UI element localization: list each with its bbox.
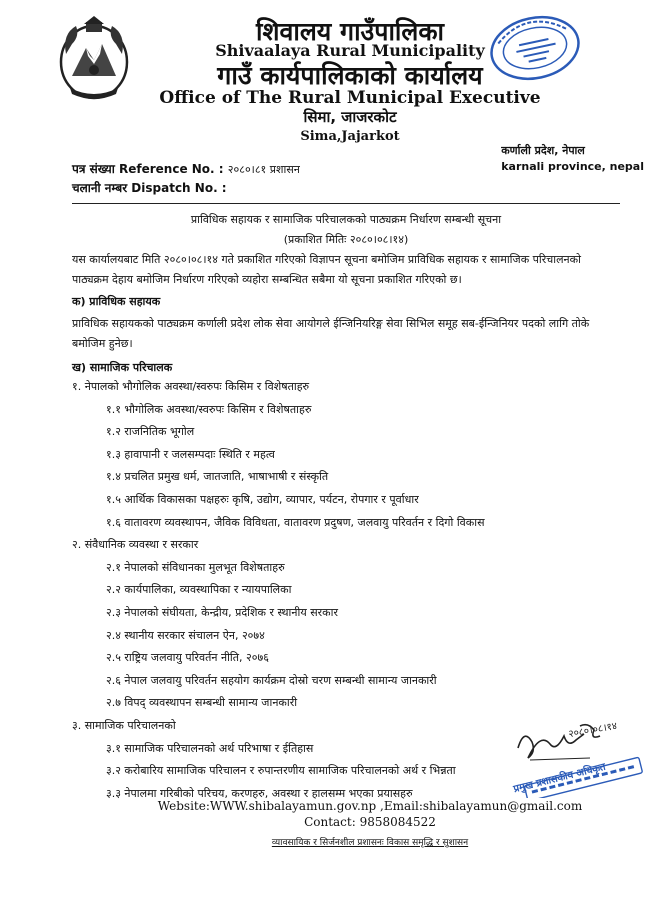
outline-section: ३. सामाजिक परिचालनको	[72, 719, 176, 732]
section-b-heading: ख) सामाजिक परिचालक	[72, 361, 173, 374]
outline-subitem: २.७ विपद् व्यवस्थापन सम्बन्धी सामान्य जानकारी	[106, 696, 298, 710]
notice-title: प्राविधिक सहायक र सामाजिक परिचालकको पाठ्यक्रम निर्धारण सम्बन्धी सूचना	[190, 213, 502, 226]
reference-value: २०८०।८१ प्रशासन	[227, 163, 300, 176]
reference-number	[72, 160, 300, 179]
outline-subitem: २.३ नेपालको संघीयता, केन्द्रीय, प्रदेशिक र स्थानीय सरकार	[106, 606, 338, 619]
signature-designation: प्रमुख प्रशासकीय अधिकृत	[512, 761, 607, 796]
dispatch-number: चलानी नम्बर Dispatch No. :	[72, 181, 227, 195]
outline-subitem: २.६ नेपाल जलवायु परिवर्तन सहयोग कार्यक्रम दोस्रो चरण सम्बन्धी सामान्य जानकारी	[106, 673, 437, 687]
outline-subitem: २.१ नेपालको संविधानका मुलभूत विशेषताहरु	[106, 560, 285, 574]
outline-subitem: १.२ राजनितिक भूगोल	[106, 425, 195, 439]
english-municipality-name: Shivaalaya Rural Municipality	[215, 41, 485, 60]
outline-subitem: १.६ वातावरण व्यवस्थापन, जैविक विविधता, वातावरण प्रदुषण, जलवायु परिवर्तन र दिगो विकास	[106, 515, 485, 529]
outline-subitem: २.२ कार्यपालिका, व्यवस्थापिका र न्यायपालिका	[106, 583, 292, 597]
outline-subitem: १.३ हावापानी र जलसम्पदाः स्थिति र महत्व	[106, 447, 275, 461]
header-divider	[72, 203, 620, 204]
section-a-text: प्राविधिक सहायकको पाठ्यक्रम कर्णाली प्रदेश लोक सेवा आयोगले ईन्जिनियरिङ्ग सेवा सिभिल समूह सब-ईन्जिनियर पदको लागि तोके बमोजिम हुनेछ।	[72, 317, 590, 350]
section-a-heading: क) प्राविधिक सहायक	[72, 295, 161, 308]
outline-subitem: ३.३ नेपालमा गरिबीको परिचय, करणहरु, अवस्था र हालसम्म भएका प्रयासहरु	[106, 786, 413, 800]
nepali-location: सिमा, जाजरकोट	[303, 108, 397, 126]
outline-subitem: ३.१ सामाजिक परिचालनको अर्थ परिभाषा र ईतिहास	[106, 741, 314, 755]
intro-paragraph: यस कार्यालयबाट मिति २०८०।०८।१४ गते प्रकाशित गरिएको विज्ञापन सूचना बमोजिम प्राविधिक सहायक र सामाजिक परिचालनको पाठ्यक्रम देहाय बमोजिम निर्धारण गरिएको व्यहोरा सम्बन्धित सबैमा यो सूचना प्रकाशित गरिएको छ।	[72, 253, 581, 286]
nepali-province: कर्णाली प्रदेश, नेपाल	[501, 144, 585, 157]
reference-block	[72, 160, 300, 197]
english-office-name: Office of The Rural Municipal Executive	[159, 88, 541, 108]
outline-subitem: २.४ स्थानीय सरकार संचालन ऐन, २०७४	[106, 628, 265, 642]
outline-subitem: १.४ प्रचलित प्रमुख धर्म, जातजाति, भाषाभाषी र संस्कृति	[106, 470, 329, 484]
nepali-municipality-name: शिवालय गाउँपालिका	[255, 17, 445, 46]
footer-slogan-text: व्यावसायिक र सिर्जनशील प्रशासनः विकास समृद्धि र सुशासन	[271, 838, 469, 848]
footer-website-email: Website:WWW.shibalayamun.gov.np ,Email:shibalayamun@gmail.com	[157, 799, 583, 813]
nepal-emblem-icon	[56, 14, 132, 102]
english-province: karnali province, nepal	[501, 160, 644, 173]
english-location: Sima,Jajarkot	[300, 129, 400, 144]
outline-subitem: १.५ आर्थिक विकासका पक्षहरुः कृषि, उद्योग, व्यापार, पर्यटन, रोपगार र पूर्वाधार	[106, 493, 419, 506]
signature-date-note: २०८०।०८।१४	[567, 720, 619, 741]
footer-slogan	[150, 835, 590, 848]
reference-label: पत्र संख्या Reference No. :	[72, 162, 224, 176]
nepali-office-name: गाउँ कार्यपालिकाको कार्यालय	[217, 61, 483, 90]
outline-subitem: ३.२ करोबारिय सामाजिक परिचालन र रुपान्तरणीय सामाजिक परिचालनको अर्थ र भिन्नता	[106, 764, 456, 778]
province-block	[501, 143, 644, 175]
outline-section: १. नेपालको भौगोलिक अवस्था/स्वरुपः किसिम र विशेषताहरु	[72, 380, 310, 393]
footer-contact: Contact: 9858084522	[304, 815, 436, 829]
outline-section: २. संवैधानिक व्यवस्था र सरकार	[72, 538, 199, 552]
outline-subitem: २.५ राष्ट्रिय जलवायु परिवर्तन नीति, २०७६	[106, 651, 269, 665]
outline-subitem: १.१ भौगोलिक अवस्था/स्वरुपः किसिम र विशेषताहरु	[106, 402, 312, 416]
published-date: (प्रकाशित मितिः २०८०।०८।१४)	[283, 233, 409, 246]
